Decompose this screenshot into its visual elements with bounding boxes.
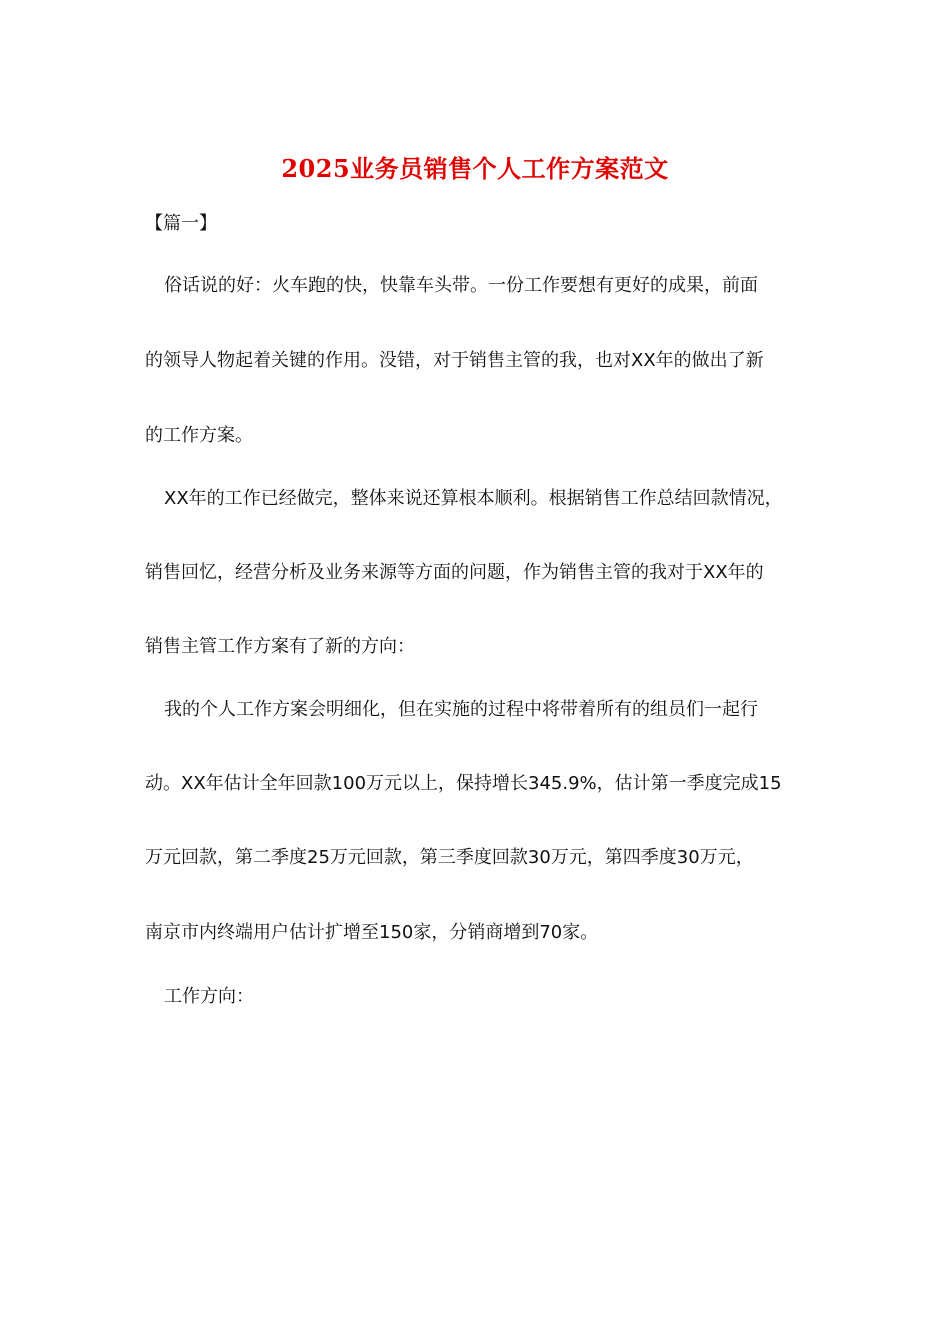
document-title: 2025业务员销售个人工作方案范文 [281,154,669,183]
paragraph-line: 销售主管工作方案有了新的方向： [145,636,415,657]
paragraph-line: 工作方向： [164,986,254,1007]
section-label: 【篇一】 [145,213,217,234]
paragraph-line: 动。XX年估计全年回款100万元以上，保持增长345.9%，估计第一季度完成15 [145,773,782,794]
paragraph-line: XX年的工作已经做完，整体来说还算根本顺利。根据销售工作总结回款情况， [164,488,783,509]
paragraph-line: 我的个人工作方案会明细化，但在实施的过程中将带着所有的组员们一起行 [164,699,758,720]
paragraph-line: 销售回忆，经营分析及业务来源等方面的问题，作为销售主管的我对于XX年的 [145,562,764,583]
paragraph-line: 的工作方案。 [145,425,253,446]
paragraph-line: 南京市内终端用户估计扩增至150家，分销商增到70家。 [145,922,599,943]
paragraph-line: 万元回款，第二季度25万元回款，第三季度回款30万元，第四季度30万元， [145,847,754,868]
paragraph-line: 俗话说的好：火车跑的快，快靠车头带。一份工作要想有更好的成果，前面 [164,275,758,296]
paragraph-line: 的领导人物起着关键的作用。没错，对于销售主管的我，也对XX年的做出了新 [145,350,764,371]
